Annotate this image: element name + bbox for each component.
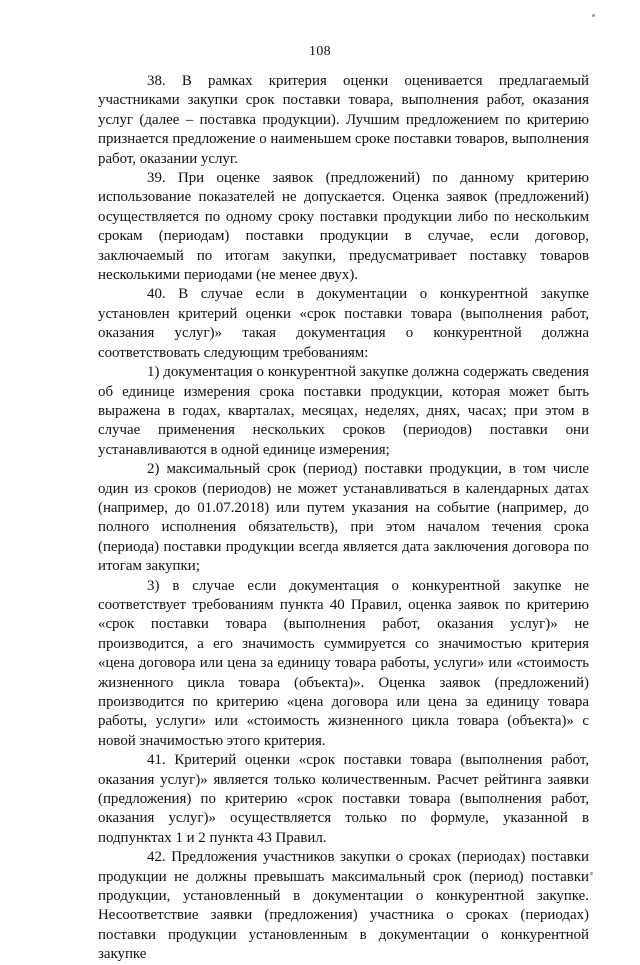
scan-speck-top-right [592,14,595,17]
paragraph-40-item-3: 3) в случае если документация о конкурентной закупке не соответствует требованиям пункта 40 Правил, оценка заявок по критерию «срок поставки товара (выполнения работ, оказания услуг)» не производится, а его значимость суммируется со значимостью критерия «цена договора или цена за единицу товара работы, услуги» или «стоимость жизненного цикла товара (объекта)». Оценка заявок (предложений) производится по критерию «цена договора или цена за единицу товара работы, услуги» или «стоимость жизненного цикла товара (объекта)» с новой значимостью этого критерия. [98,577,589,749]
paragraph-40-item-1: 1) документация о конкурентной закупке должна содержать сведения об единице измерения срока поставки продукции, которая может быть выражена в годах, кварталах, месяцах, неделях, днях, часах; при этом в случае применения нескольких сроков (периодов) поставки они устанавливаются в одной единице измерения; [98,364,589,458]
scan-speck-bottom-right [590,872,593,875]
paragraph-38: 38. В рамках критерия оценки оценивается предлагаемый участниками закупки срок поставки товара, выполнения работ, оказания услуг (далее – поставка продукции). Лучшим предложением по критерию признается предложение о наименьшем сроке поставки товаров, выполнения работ, оказании услуг. [98,73,589,167]
paragraph-40: 40. В случае если в документации о конкурентной закупке установлен критерий оценки «срок поставки товара (выполнения работ, оказания услуг)» такая документация о конкурентной должна соответствовать следующим требованиям: [98,286,589,361]
paragraph-40-item-2: 2) максимальный срок (период) поставки продукции, в том числе один из сроков (периодов) не может устанавливаться в календарных датах (например, до 01.07.2018) или путем указания на событие (например, до полного исполнения обязательств), при этом началом течения срока (периода) поставки продукции всегда является дата заключения договора по итогам закупки; [98,461,589,575]
document-body [98,72,589,965]
page-number: 108 [309,44,331,59]
paragraph-42: 42. Предложения участников закупки о сроках (периодах) поставки продукции не должны превышать максимальный срок (период) поставки продукции, установленный в документации о конкурентной закупке. Несоответствие заявки (предложения) участника о сроках (периодах) поставки продукции установленным в документации о конкурентной закупке [98,849,589,963]
paragraph-41: 41. Критерий оценки «срок поставки товара (выполнения работ, оказания услуг)» является только количественным. Расчет рейтинга заявки (предложения) по критерию «срок поставки товара (выполнения работ, оказания услуг)» осуществляется только по формуле, указанной в подпунктах 1 и 2 пункта 43 Правил. [98,752,589,846]
paragraph-39: 39. При оценке заявок (предложений) по данному критерию использование показателей не допускается. Оценка заявок (предложений) осуществляется по одному сроку поставки продукции либо по нескольким срокам (периодам) поставки продукции в случае, если договор, заключаемый по итогам закупки, предусматривает поставку товаров несколькими периодами (не менее двух). [98,170,589,284]
